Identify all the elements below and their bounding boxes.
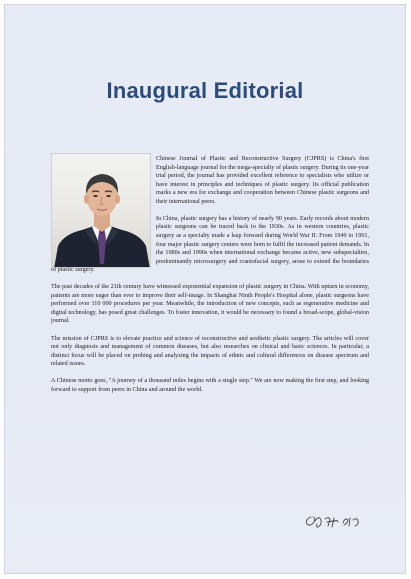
page-title: Inaugural Editorial: [106, 78, 304, 103]
handwritten-signature: [303, 511, 365, 529]
paragraph-1: Chinese Journal of Plastic and Reconstructive Surgery (CJPRS) is China's first English-language journal for the mega-specialty of plastic surgery. During its one-year trial period, the journal has provided excellent reference to specialists who utilize or have interest in principles and techniques of plastic surgery. Its official publication marks a new era for exchange and cooperation between Chinese plastic surgeons and their international peers.: [156, 156, 369, 205]
paragraph-3: The past decades of the 21th century have witnessed exponential expansion of plastic surgery in China. With upturn in economy, patients are more eager than ever to improve their self-image. In Shanghai Ninth People's Hospital alone, plastic surgeons have performed over 110 000 procedures per year. Meanwhile, the introduction of new concepts, such as regenerative medicine and digital technology, has posed great challenges. To foster innovation, it would be necessary to found a broad-scope, global-vision journal.: [51, 284, 369, 325]
editorial-page: [4, 4, 406, 574]
paragraph-4: The mission of CJPRS is to elevate practice and science of reconstructive and aesthetic plastic surgery. The articles will cover not only diagnosis and management of common diseases, but also researches on clinical and basic sciences. In particular, a distinct focus will be placed on probing and analyzing the impacts of ethnic and cultural differences on disease spectrum and related issues.: [51, 335, 369, 368]
paragraph-5: A Chinese motto goes, "A journey of a thousand miles begins with a single step." We are now making the first step, and looking forward to support from peers in China and around the world.: [51, 378, 369, 393]
editorial-body: [51, 155, 369, 403]
photo-spacer: [51, 155, 156, 264]
paragraph-2: In China, plastic surgery has a history of nearly 90 years. Early records about modern plastic surgeons can be traced back to the 1930s. As in western countries, plastic surgery as a specialty made a leap forward during World War II. From 1949 to 1961, four major plastic surgery centers were born to fulfil the increased patient demands. In the 1980s and 1990s when international exchange became active, new subspecialties, predominantly microsurgery and craniofacial surgery, arose to extend the boundaries of plastic surgery.: [51, 215, 369, 274]
